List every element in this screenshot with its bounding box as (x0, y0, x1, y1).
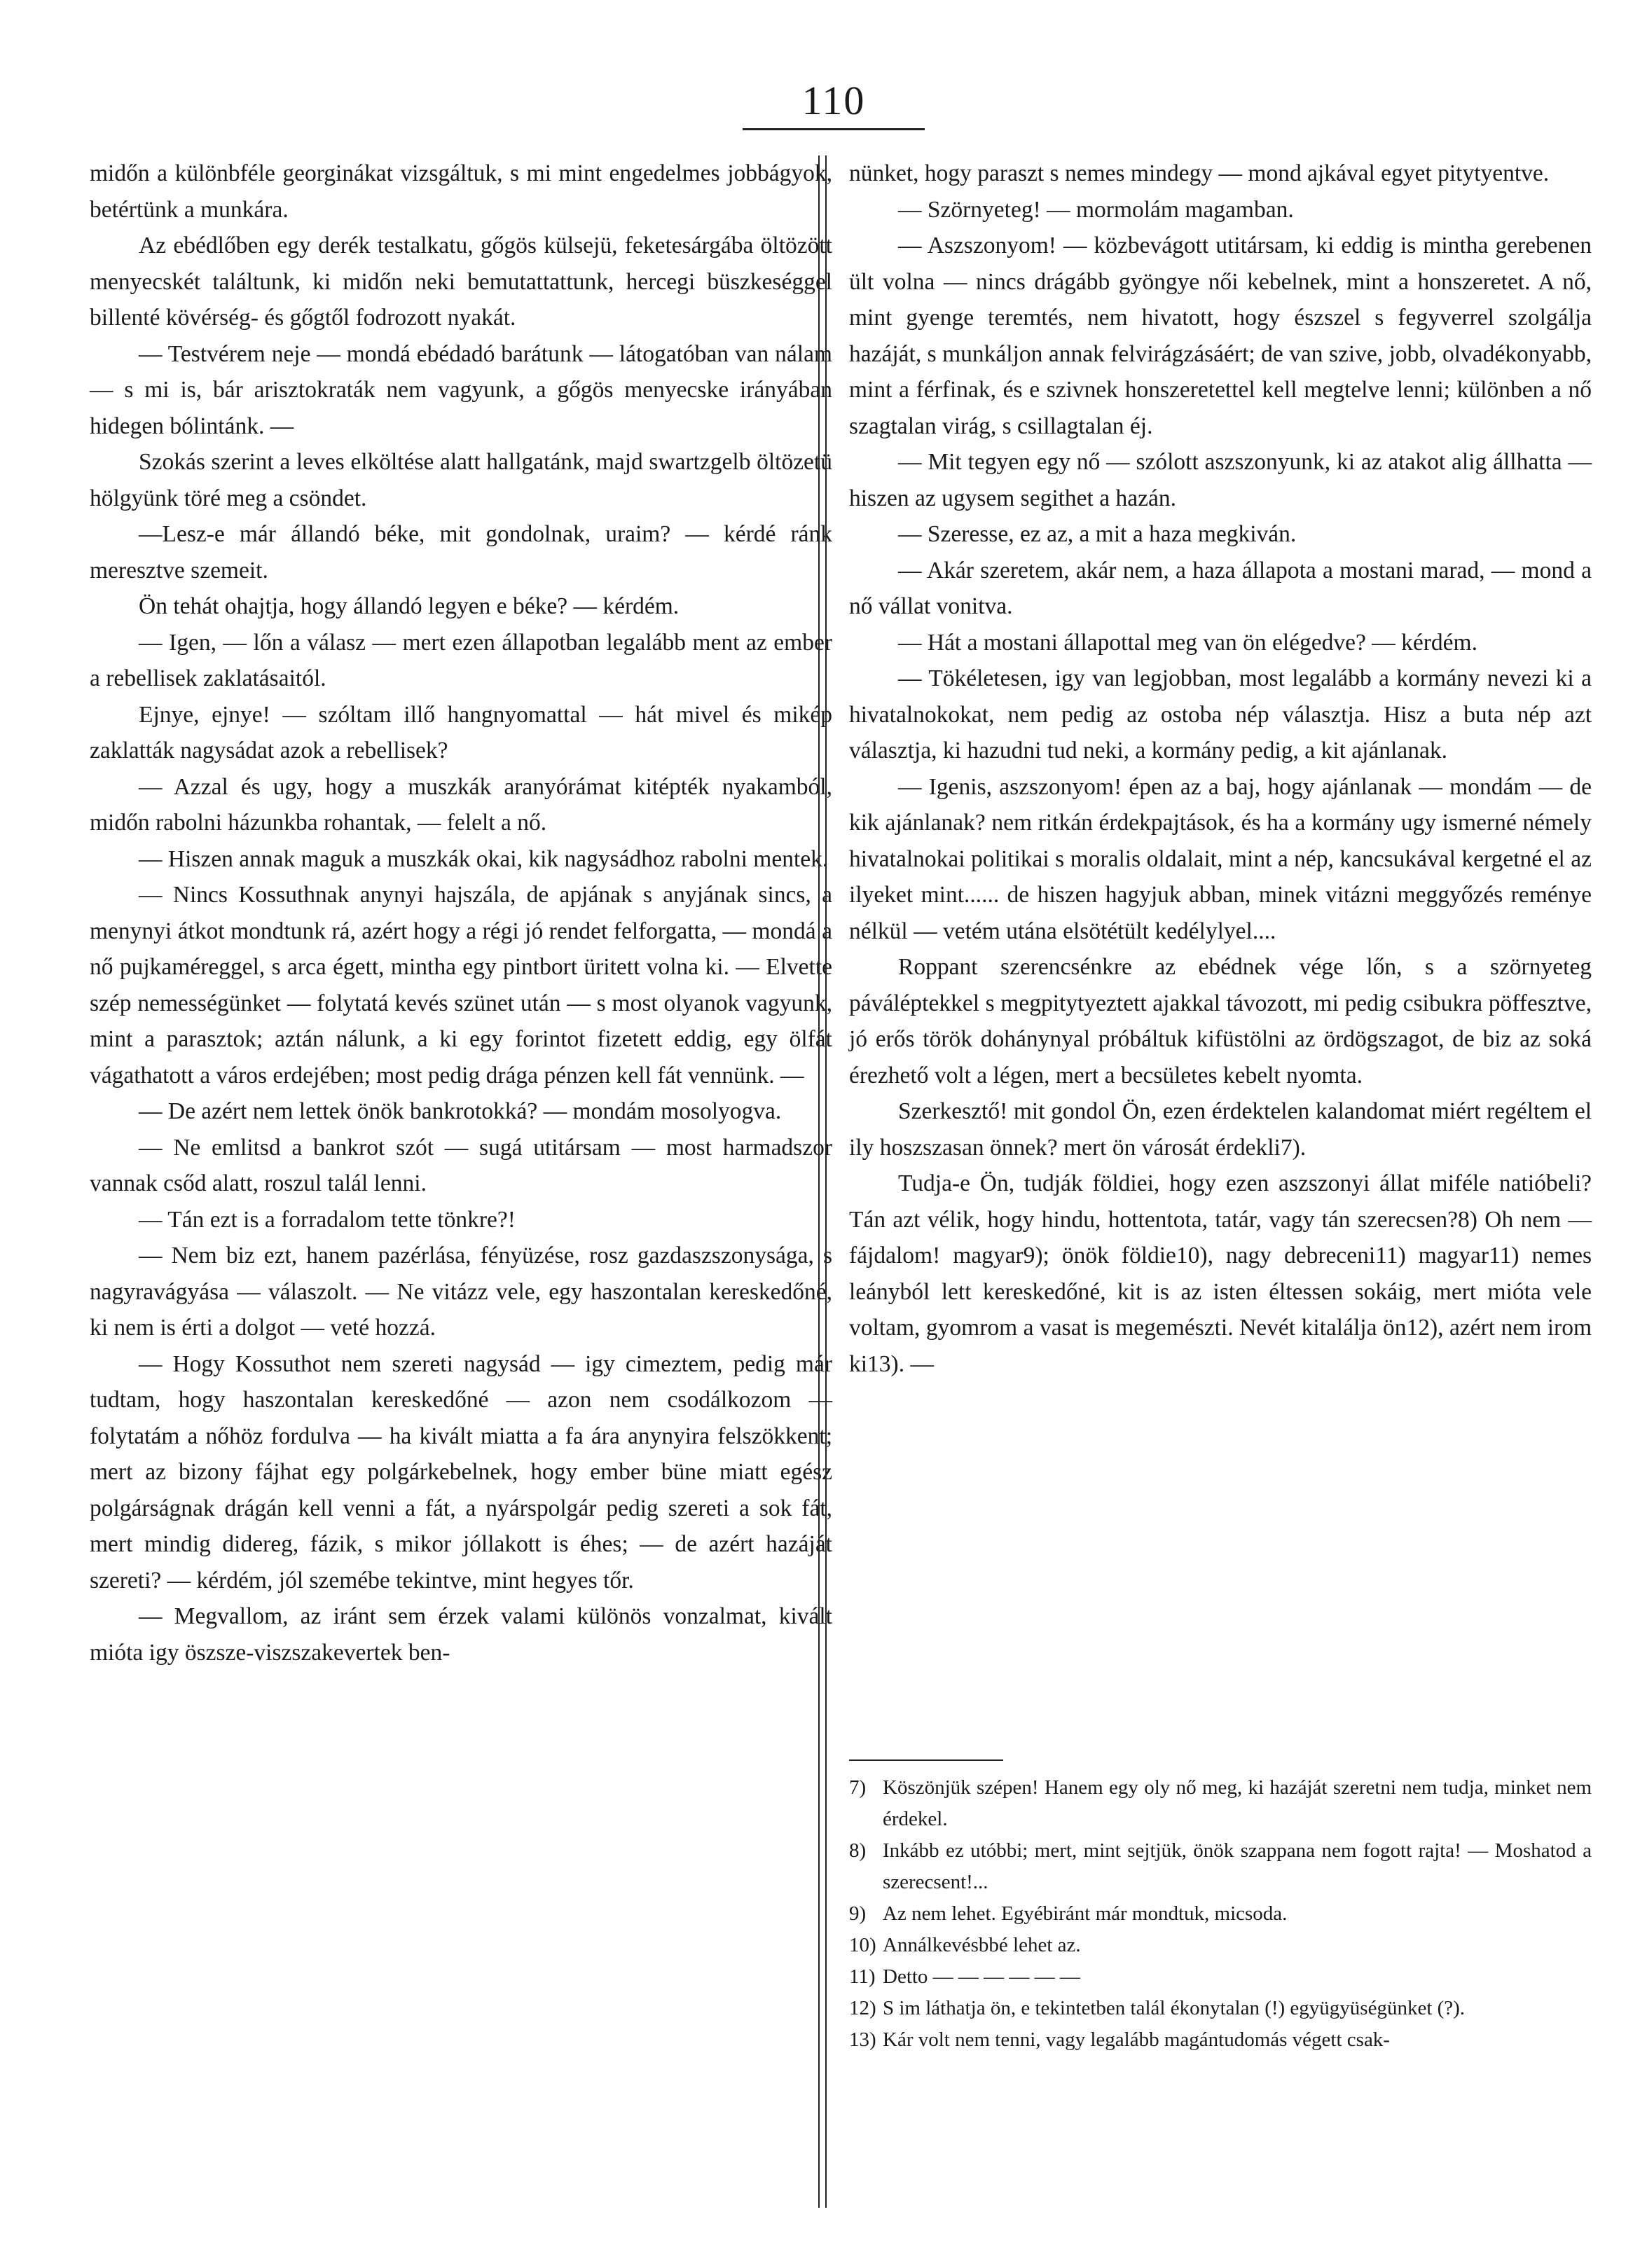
footnote-mark: 10) (849, 1934, 876, 1956)
paragraph: — De azért nem lettek önök bankrotokká? — mondám mosolyogva. (139, 1098, 782, 1124)
paragraph: Szerkesztő! mit gondol Ön, ezen érdektelen kalandomat miért regéltem el ily hoszszasan önnek? mert ön városát érdekli7). (849, 1098, 1592, 1161)
footnote-text: Detto — — — — — — (883, 1965, 1080, 1988)
paragraph: — Igen, — lőn a válasz — mert ezen állapotban legalább ment az ember a rebellisek zaklatásaitól. (90, 629, 832, 691)
paragraph: — Szeresse, ez az, a mit a haza megkiván. (898, 521, 1297, 547)
paragraph: Tudja-e Ön, tudják földiei, hogy ezen aszszonyi állat miféle natióbeli? Tán azt vélik, hogy hindu, hottentota, tatár, vagy tán szerecsen?8) Oh nem — fájdalom! magyar9); önök földie10), nagy debreceni11) magyar11) nemes leányból lett kereskedőné, kit is az isten éltessen sokáig, mert mióta vele voltam, gyomrom a vasat is megemészti. Nevét kitalálja ön12), azért nem irom ki13). — (849, 1170, 1592, 1377)
paragraph: Ejnye, ejnye! — szóltam illő hangnyomattal — hát mivel és mikép zaklatták nagysádat azok a rebellisek? (90, 701, 832, 763)
footnote (849, 1835, 1592, 1898)
paragraph: Az ebédlőben egy derék testalkatu, gőgös külsejü, feketesárgába öltözött menyecskét találtunk, ki midőn neki bemutattattunk, hercegi büszkeséggel billenté kövérség- és gőgtől fodrozott nyakát. (90, 233, 832, 331)
column-divider (818, 155, 827, 2208)
paragraph: —Lesz-e már állandó béke, mit gondolnak, uraim? — kérdé ránk meresztve szemeit. (90, 521, 832, 583)
paragraph: — Mit tegyen egy nő — szólott aszszonyunk, ki az atakot alig állhatta — hiszen az ugysem segithet a hazán. (849, 449, 1592, 511)
paragraph: nünket, hogy paraszt s nemes mindegy — mond ajkával egyet pitytyentve. (849, 160, 1550, 186)
footnote-mark: 11) (849, 1965, 876, 1988)
paragraph: — Ne emlitsd a bankrot szót — sugá utitársam — most harmadszor vannak csőd alatt, roszul talál lenni. (90, 1134, 832, 1196)
footnote-text: Inkább ez utóbbi; mert, mint sejtjük, önök szappana nem fogott rajta! — Moshatod a szerecsent!... (883, 1839, 1592, 1893)
paragraph: midőn a különbféle georginákat vizsgáltuk, s mi mint engedelmes jobbágyok, betértünk a munkára. (90, 160, 832, 223)
left-column (90, 155, 832, 1671)
footnote-text: Annálkevésbbé lehet az. (883, 1934, 1081, 1956)
paragraph: — Hiszen annak maguk a muszkák okai, kik nagysádhoz rabolni mentek. (139, 845, 829, 872)
paragraph: — Megvallom, az iránt sem érzek valami különös vonzalmat, kivált mióta igy öszsze-viszszakevertek ben- (90, 1603, 832, 1666)
paragraph: — Akár szeretem, akár nem, a haza állapota a mostani marad, — mond a nő vállat vonitva. (849, 557, 1592, 619)
footnote-mark: 8) (849, 1839, 867, 1862)
paragraph: Szokás szerint a leves elköltése alatt hallgatánk, majd swartzgelb öltözetü hölgyünk töré meg a csöndet. (90, 449, 832, 511)
paragraph: — Tökéletesen, igy van legjobban, most legalább a kormány nevezi ki a hivatalnokokat, nem pedig az ostoba nép választja. Hisz a buta nép azt választja, ki hazudni tud neki, a kormány pedig, a kit ajánlanak. (849, 665, 1592, 763)
footnote (849, 1993, 1592, 2024)
footnote (849, 1772, 1592, 1835)
page-number: 110 (743, 77, 925, 130)
paragraph: Roppant szerencsénkre az ebédnek vége lőn, s a szörnyeteg páváléptekkel s megpitytyeztett ajakkal távozott, mi pedig csibukra pöffesztve, jó erős török dohánynyal próbáltuk kifüstölni az ördögszagot, de biz az soká érezhető volt a légen, mert a becsületes kebelt nyomta. (849, 954, 1592, 1088)
paragraph: — Tán ezt is a forradalom tette tönkre?! (139, 1206, 516, 1233)
footnote-mark: 12) (849, 1997, 876, 2019)
footnote (849, 1961, 1592, 1993)
footnote-text: S im láthatja ön, e tekintetben talál ékonytalan (!) együgyüségünket (?). (883, 1997, 1466, 2019)
footnote (849, 1930, 1592, 1961)
footnote-text: Kár volt nem tenni, vagy legalább magántudomás végett csak- (883, 2028, 1390, 2051)
paragraph: — Szörnyeteg! — mormolám magamban. (898, 196, 1294, 223)
paragraph: — Azzal és ugy, hogy a muszkák aranyórámat kitépték nyakamból, midőn rabolni házunkba rohantak, — felelt a nő. (90, 773, 832, 836)
paragraph: — Nem biz ezt, hanem pazérlása, fényüzése, rosz gazdaszszonysága, s nagyravágyása — válaszolt. — Ne vitázz vele, egy haszontalan kereskedőné, ki nem is érti a dolgot — veté hozzá. (90, 1243, 832, 1341)
footnote (849, 1898, 1592, 1930)
footnote-text: Az nem lehet. Egyébiránt már mondtuk, micsoda. (883, 1902, 1288, 1925)
paragraph: — Hogy Kossuthot nem szereti nagysád — igy cimeztem, pedig már tudtam, hogy haszontalan kereskedőné — azon nem csodálkozom — folytatám a nőhöz fordulva — ha kivált miatta a fa ára anynyira felszökkent; mert az bizony fájhat egy polgárkebelnek, hogy ember büne miatt egész polgárságnak drágán kell venni a fát, a nyárspolgár pedig szereti a sok fát, mert mindig didereg, fázik, s mikor jóllakott is éhes; — de azért hazáját szereti? — kérdém, jól szemébe tekintve, mint hegyes tőr. (90, 1350, 832, 1593)
footnote-mark: 13) (849, 2028, 876, 2051)
paragraph: — Hát a mostani állapottal meg van ön elégedve? — kérdém. (898, 629, 1477, 656)
paragraph: — Igenis, aszszonyom! épen az a baj, hogy ajánlanak — mondám — de kik ajánlanak? nem ritkán érdekpajtások, és ha a kormány ugy ismerné némely hivatalnokai politikai s moralis oldalait, mint a nép, kancsukával kergetné el az ilyeket mint...... de hiszen hagyjuk abban, minek vitázni meggyőzés reménye nélkül — vetém utána elsötétült kedélylyel.... (849, 773, 1592, 944)
paragraph: — Aszszonyom! — közbevágott utitársam, ki eddig is mintha gerebenen ült volna — nincs drágább gyöngye női kebelnek, mint a honszeretet. A nő, mint gyenge teremtés, nem hivatott, hogy észszel s fegyverrel szolgálja hazáját, s munkáljon annak felvirágzásáért; de van szive, jobb, olvadékonyabb, mint a férfinak, és e szivnek honszeretettel kell megtelve lenni; különben a nő szagtalan virág, s csillagtalan éj. (849, 233, 1592, 439)
footnote-rule (849, 1759, 1003, 1761)
footnote-mark: 9) (849, 1902, 867, 1925)
paragraph: Ön tehát ohajtja, hogy állandó legyen e béke? — kérdém. (139, 593, 680, 619)
right-column (849, 155, 1592, 1382)
footnote (849, 2024, 1592, 2056)
footnote-text: Köszönjük szépen! Hanem egy oly nő meg, ki hazáját szeretni nem tudja, minket nem érdekel. (883, 1776, 1592, 1830)
footnotes (849, 1772, 1592, 2056)
footnote-mark: 7) (849, 1776, 867, 1799)
paragraph: — Testvérem neje — mondá ebédadó barátunk — látogatóban van nálam — s mi is, bár arisztokraták nem vagyunk, a gőgös menyecske irányában hidegen bólintánk. — (90, 340, 832, 439)
paragraph: — Nincs Kossuthnak anynyi hajszála, de apjának s anyjának sincs, a menynyi átkot mondtunk rá, azért hogy a régi jó rendet felforgatta, — mondá a nő pujkaméreggel, s arca égett, mintha egy pintbort üritett volna ki. — Elvette szép nemességünket — folytatá kevés szünet után — s most olyanok vagyunk, mint a parasztok; aztán nálunk, a ki egy forintot fizetett eddig, egy ölfát vágathatott a város erdejében; most pedig drága pénzen kell fát vennünk. — (90, 882, 832, 1088)
